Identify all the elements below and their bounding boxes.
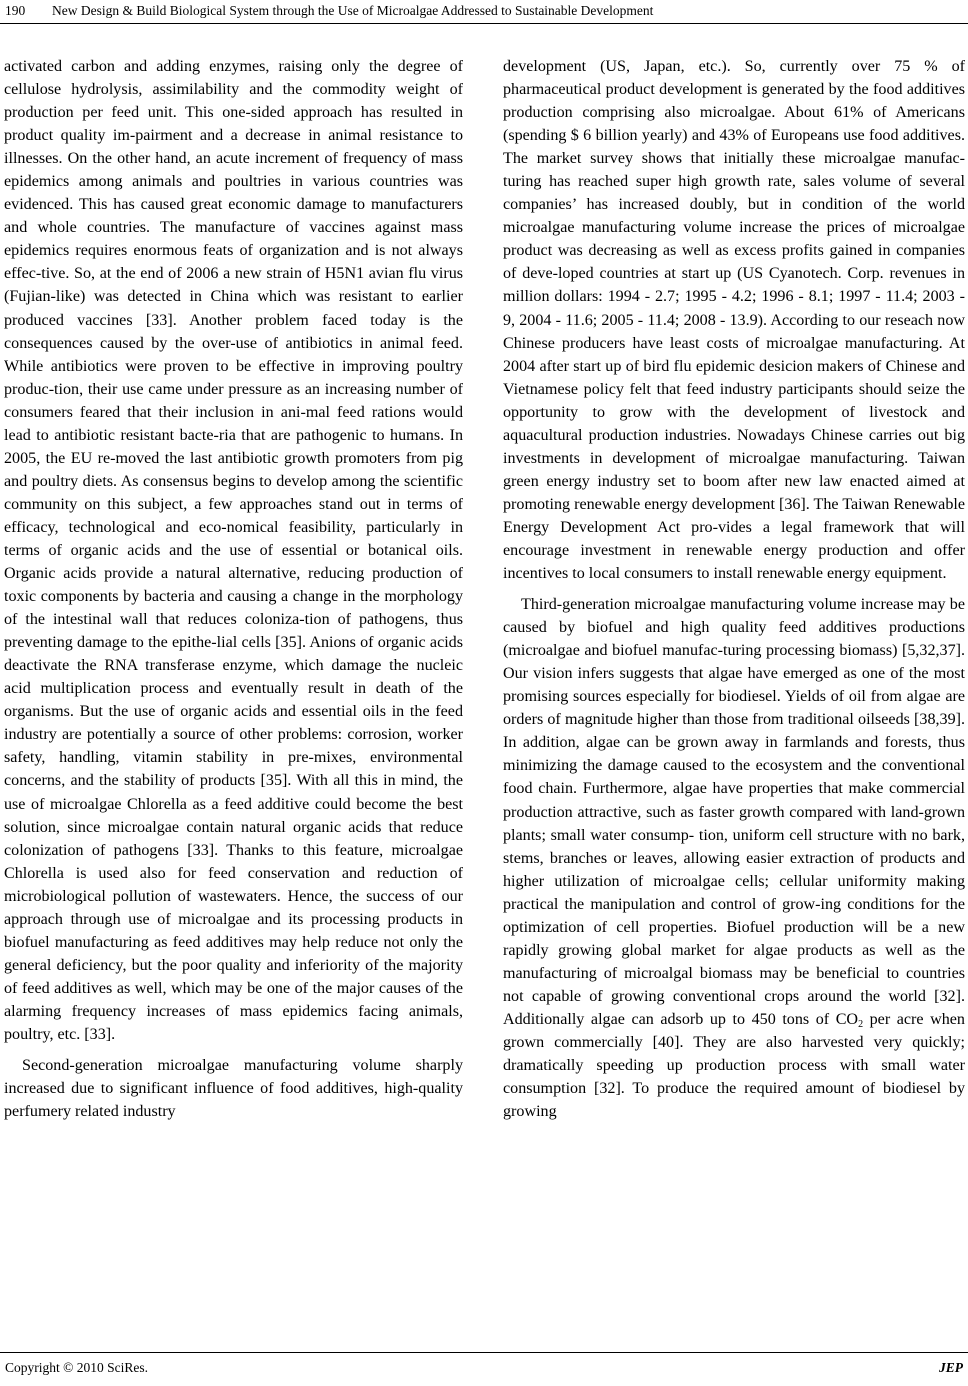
footer-rule [0, 1352, 968, 1353]
left-column [4, 55, 463, 1123]
right-paragraph-1: development (US, Japan, etc.). So, currently over 75 % of pharmaceutical product development is generated by the food additives production comprising also microalgae. About 61% of Americans (spending $ 6 billion yearly) and 43% of Europeans use food additives. The market survey shows that initially these microalgae manufac-turing has reached super high growth rate, sales volume of several companies’ has increased doubly, but in condition of the world microalgae manufacturing volume increase the prices of microalgae product was decreasing as well as excess profits gained in companies of deve-loped countries at start up (US Cyanotech. Corp. revenues in million dollars: 1994 - 2.7; 1995 - 4.2; 1996 - 8.1; 1997 - 11.4; 2003 - 9, 2004 - 11.6; 2005 - 11.4; 2008 - 13.9). According to our reseach now Chinese producers have least costs of microalgae manufacturing. At 2004 after start up of bird flu epidemic desicion makers of Chinese and Vietnamese policy felt that feed industry participants should seize the opportunity to grow with the development of livestock and aquacultural production industries. Nowadays Chinese carries out big investments in development of microalgae manufacturing. Taiwan green energy industry set to boom after new law enacted aimed at promoting renewable energy development [36]. The Taiwan Renewable Energy Development Act pro-vides a legal framework that will encourage investment in renewable energy production and offer incentives to local consumers to install renewable energy equipment. [503, 58, 965, 583]
paragraph-text-after-subscript: per acre when grown commercially [40]. They are also harvested very quickly; dramatically speeding up production process with small water consumption [32]. To produce the required amount of biodiesel by growing [503, 1010, 965, 1121]
copyright-notice: Copyright © 2010 SciRes. [5, 1360, 149, 1375]
running-title: New Design & Build Biological System through the Use of Microalgae Addressed to Sustainable Development [52, 3, 654, 18]
running-header [0, 0, 968, 22]
journal-abbreviation: JEP [938, 1360, 963, 1375]
header-rule [0, 23, 968, 24]
co2-subscript: 2 [858, 1018, 864, 1030]
right-paragraph-2 [503, 593, 965, 1123]
right-column [503, 55, 965, 1123]
page-footer [0, 1356, 968, 1380]
paragraph-text-before-subscript: Third-generation microalgae manufacturing volume increase may be caused by biofuel and high quality feed additives productions (microalgae and biofuel manufac-turing processing biomass) [5,32,37]. Our vision infers suggests that algae have emerged as one of the most promising sources especially for biodiesel. Yields of oil from algae are orders of magnitude higher than those from traditional oilseeds [38,39]. In addition, algae can be grown away in farmlands and forests, thus minimizing the damage caused to the ecosystem and the conventional food chain. Furthermore, algae have properties that make commercial production attractive, such as faster growth compared with land-grown plants; small water consump- tion, uniform cell structure with no bark, stems, branches or leaves, allowing easier extraction of products and higher utilization of microalgae cells; cellular uniformity making practical the manipulation and control of grow-ing conditions for the optimization of cell properties. Biofuel production will be a new rapidly growing global market for algae products as well as the manufacturing of microalgal biomass may be beneficial to countries not capable of growing conventional crops around the world [32]. Additionally algae can adsorb up to 450 tons of CO [503, 596, 965, 1028]
left-paragraph-2: Second-generation microalgae manufacturing volume sharply increased due to significant influence of food additives, high-quality perfumery related industry [4, 1057, 463, 1121]
left-paragraph-1: activated carbon and adding enzymes, raising only the degree of cellulose hydrolysis, assimilability and the commodity weight of production per feed unit. This one-sided approach has resulted in product quality im-pairment and a decrease in animal resistance to illnesses. On the other hand, an acute increment of frequency of mass epidemics among animals and poultries in various countries was evidenced. This has caused great economic damage to manufacturers and whole countries. The manufacture of vaccines against mass epidemics requires enormous feats of organization and is not always effec-tive. So, at the end of 2006 a new strain of H5N1 avian flu virus (Fujian-like) was detected in China which was resistant to earlier produced vaccines [33]. Another problem faced today is the consequences caused by the over-use of antibiotics in animal feed. While antibiotics were proven to be effective in improving poultry produc-tion, their use came under pressure as an increasing number of consumers feared that their inclusion in ani-mal feed rations would lead to antibiotic resistant bacte-ria that are pathogenic to humans. In 2005, the EU re-moved the last antibiotic growth promoters from pig and poultry diets. As consensus begins to develop among the scientific community on this subject, a few approaches stand out in terms of efficacy, technological and eco-nomical feasibility, particularly in terms of organic acids and the use of essential or botanical oils. Organic acids provide a natural alternative, reducing production of toxic components by bacteria and causing a change in the morphology of the intestinal wall that reduces coloniza-tion of pathogens, thus preventing damage to the epithe-lial cells [35]. Anions of organic acids deactivate the RNA transferase enzyme, which damage the nucleic acid multiplication process and eventually result in death of the organisms. But the use of organic acids and essential oils in the feed industry are potentially a source of other problems: corrosion, worker safety, handling, vitamin stability in pre-mixes, environmental concerns, and the stability of products [35]. With all this in mind, the use of microalgae Chlorella as a feed additive could become the best solution, since microalgae contain natural organic acids that reduce colonization of pathogens [33]. Thanks to this feature, microalgae Chlorella is used also for feed conservation and reduction of microbiological pollution of wastewaters. Hence, the success of our approach through use of microalgae and its processing products in biofuel manufacturing as feed additives may help reduce not only the general deficiency, but the poor quality and inferiority of the majority of feed additives as well, which may be one of the major causes of the alarming frequency increases of mass epidemics facing animals, poultry, etc. [33]. [4, 58, 463, 1043]
page-number: 190 [5, 3, 26, 18]
